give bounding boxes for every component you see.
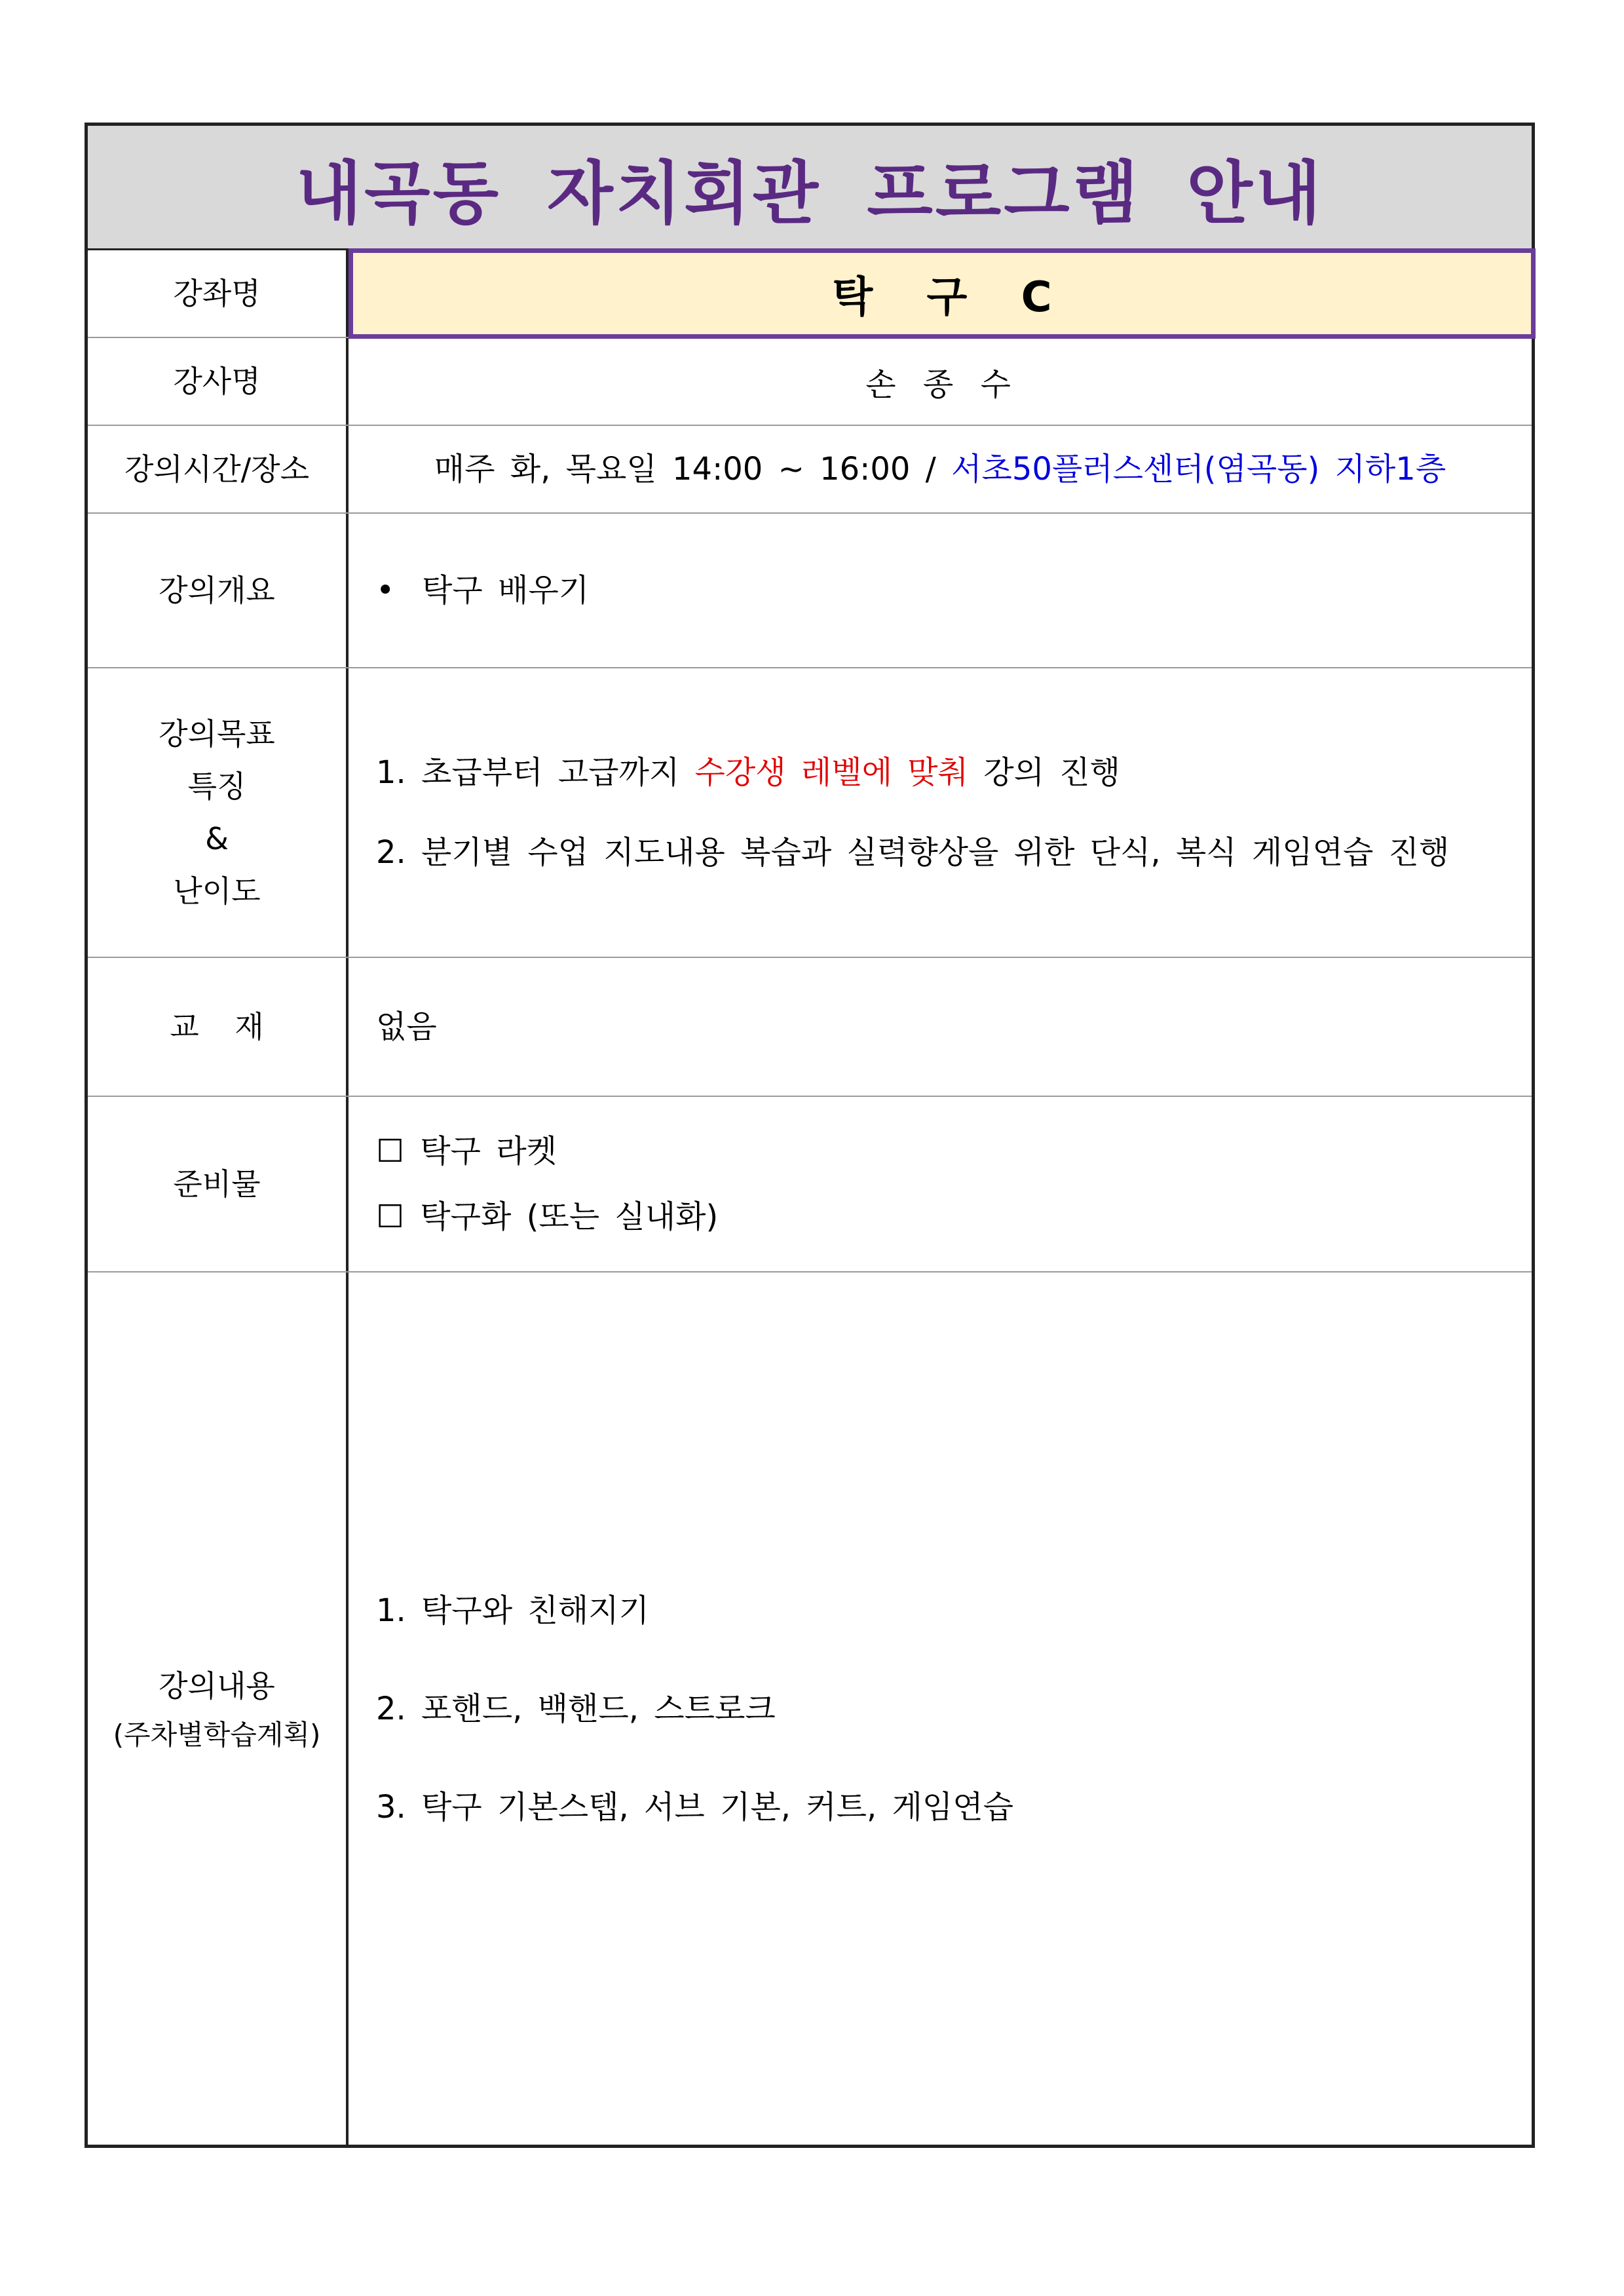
goals-cell xyxy=(349,668,1532,957)
label-supplies: 준비물 xyxy=(88,1097,349,1271)
schedule-place: 서초50플러스센터(염곡동) 지하1층 xyxy=(951,451,1446,488)
supply-item-2-text: 탁구화 (또는 실내화) xyxy=(420,1198,719,1235)
label-goals-line-3: & xyxy=(205,821,229,856)
content-cell xyxy=(349,1272,1532,2145)
row-course xyxy=(88,250,1532,338)
content-item-3: 3. 탁구 기본스텝, 서브 기본, 커트, 게임연습 xyxy=(376,1788,1014,1826)
goal-item-1-prefix: 1. 초급부터 고급까지 xyxy=(376,754,680,791)
row-schedule xyxy=(88,426,1532,514)
label-goals-line-4: 난이도 xyxy=(173,873,261,909)
supply-item-1-text: 탁구 라켓 xyxy=(420,1133,557,1170)
title-row xyxy=(88,126,1532,250)
label-textbook: 교 재 xyxy=(88,958,349,1096)
overview-cell xyxy=(349,514,1532,667)
schedule-cell xyxy=(349,426,1532,512)
goal-item-1-suffix: 강의 진행 xyxy=(983,754,1120,791)
label-goals-line-2: 특징 xyxy=(187,769,246,804)
row-overview xyxy=(88,514,1532,668)
program-info-sheet xyxy=(85,123,1535,2148)
checkbox-icon: ☐ xyxy=(376,1198,405,1235)
textbook-value: 없음 xyxy=(376,1008,437,1045)
overview-item: 탁구 배우기 xyxy=(422,572,590,609)
content-item-1: 1. 탁구와 친해지기 xyxy=(376,1592,649,1629)
label-schedule: 강의시간/장소 xyxy=(88,426,349,512)
goal-item-1 xyxy=(376,753,1532,792)
label-goals-line-1: 강의목표 xyxy=(159,716,275,752)
supplies-cell xyxy=(349,1097,1532,1271)
label-course: 강좌명 xyxy=(88,250,349,337)
bullet-icon: • xyxy=(376,572,395,609)
textbook-cell xyxy=(349,958,1532,1096)
label-content-main: 강의내용 xyxy=(159,1668,275,1704)
course-name: 탁 구 C xyxy=(832,273,1052,322)
instructor-name: 손 종 수 xyxy=(865,366,1015,403)
row-content xyxy=(88,1272,1532,2145)
supply-item-2 xyxy=(376,1197,1532,1236)
instructor-cell xyxy=(349,338,1532,425)
label-overview: 강의개요 xyxy=(88,514,349,667)
label-content-sub: (주차별학습계획) xyxy=(113,1718,321,1751)
goal-item-1-highlight: 수강생 레벨에 맞춰 xyxy=(694,754,968,791)
checkbox-icon: ☐ xyxy=(376,1133,405,1170)
content-item-2: 2. 포핸드, 백핸드, 스트로크 xyxy=(376,1690,776,1727)
row-textbook xyxy=(88,958,1532,1097)
label-goals xyxy=(88,668,349,957)
row-supplies xyxy=(88,1097,1532,1272)
row-goals xyxy=(88,668,1532,958)
label-instructor: 강사명 xyxy=(88,338,349,425)
goal-item-2: 2. 분기별 수업 지도내용 복습과 실력향상을 위한 단식, 복식 게임연습 진행 xyxy=(376,834,1450,871)
label-content xyxy=(88,1272,349,2145)
row-instructor xyxy=(88,338,1532,426)
page-title: 내곡동 자치회관 프로그램 안내 xyxy=(295,153,1324,233)
supply-item-1 xyxy=(376,1132,1532,1171)
course-name-box xyxy=(349,248,1536,339)
schedule-time: 매주 화, 목요일 14:00 ~ 16:00 / xyxy=(434,451,936,488)
